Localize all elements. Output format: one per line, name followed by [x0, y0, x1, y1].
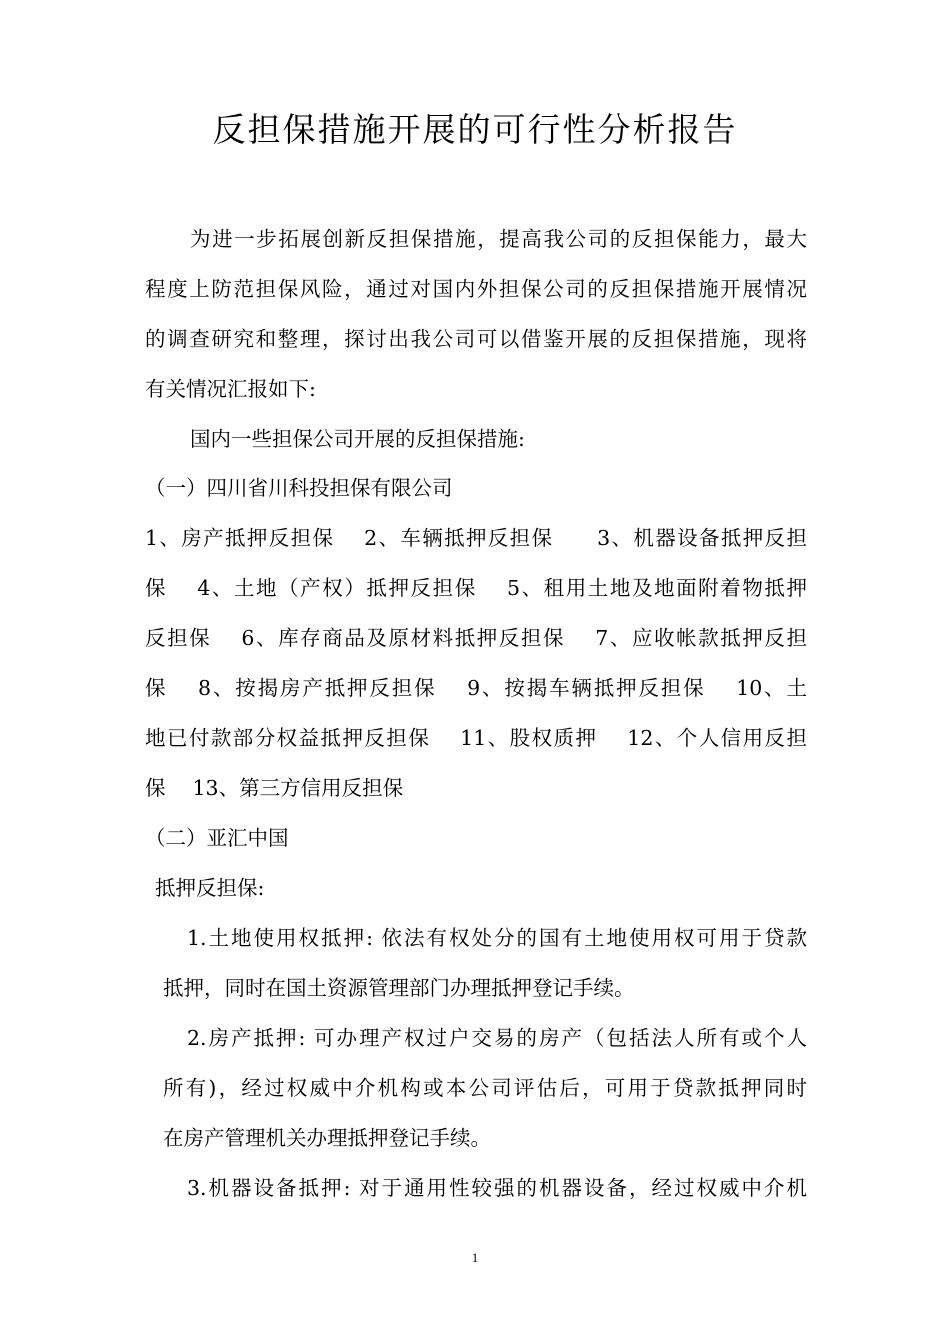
item1-line-2: 抵押，同时在国土资源管理部门办理抵押登记手续。 [163, 976, 635, 1000]
section1-line-2: 保 4、土地（产权）抵押反担保 5、租用土地及地面附着物抵押 [145, 576, 807, 600]
section1-line-6: 保 13、第三方信用反担保 [145, 776, 404, 800]
item2-line-1: 2.房产抵押: 可办理产权过户交易的房产（包括法人所有或个人 [187, 1026, 807, 1050]
section1-line-5: 地已付款部分权益抵押反担保 11、股权质押 12、个人信用反担 [145, 726, 807, 750]
page-title: 反担保措施开展的可行性分析报告 [212, 110, 738, 149]
section1-line-1: 1、房产抵押反担保 2、车辆抵押反担保 3、机器设备抵押反担 [145, 526, 807, 550]
section2-heading: （二）亚汇中国 [145, 826, 289, 850]
intro-line-4: 有关情况汇报如下: [145, 377, 316, 401]
item1-line-1: 1.土地使用权抵押: 依法有权处分的国有土地使用权可用于贷款 [187, 926, 807, 950]
item3-line-1: 3.机器设备抵押: 对于通用性较强的机器设备，经过权威中介机 [187, 1176, 807, 1200]
intro-line-2: 程度上防范担保风险，通过对国内外担保公司的反担保措施开展情况 [145, 277, 807, 301]
item2-line-3: 在房产管理机关办理抵押登记手续。 [163, 1126, 491, 1150]
mortgage-heading: 抵押反担保: [155, 876, 265, 900]
intro-line-3: 的调查研究和整理，探讨出我公司可以借鉴开展的反担保措施，现将 [145, 327, 807, 351]
page-number: 1 [471, 1250, 479, 1265]
intro-line-1: 为进一步拓展创新反担保措施，提高我公司的反担保能力，最大 [190, 227, 807, 251]
section1-line-3: 反担保 6、库存商品及原材料抵押反担保 7、应收帐款抵押反担 [145, 626, 807, 650]
section1-heading: （一）四川省川科投担保有限公司 [145, 476, 453, 500]
item2-line-2: 所有)，经过权威中介机构或本公司评估后，可用于贷款抵押同时 [163, 1076, 807, 1100]
domestic-heading: 国内一些担保公司开展的反担保措施: [190, 427, 525, 451]
section1-line-4: 保 8、按揭房产抵押反担保 9、按揭车辆抵押反担保 10、土 [145, 676, 807, 700]
